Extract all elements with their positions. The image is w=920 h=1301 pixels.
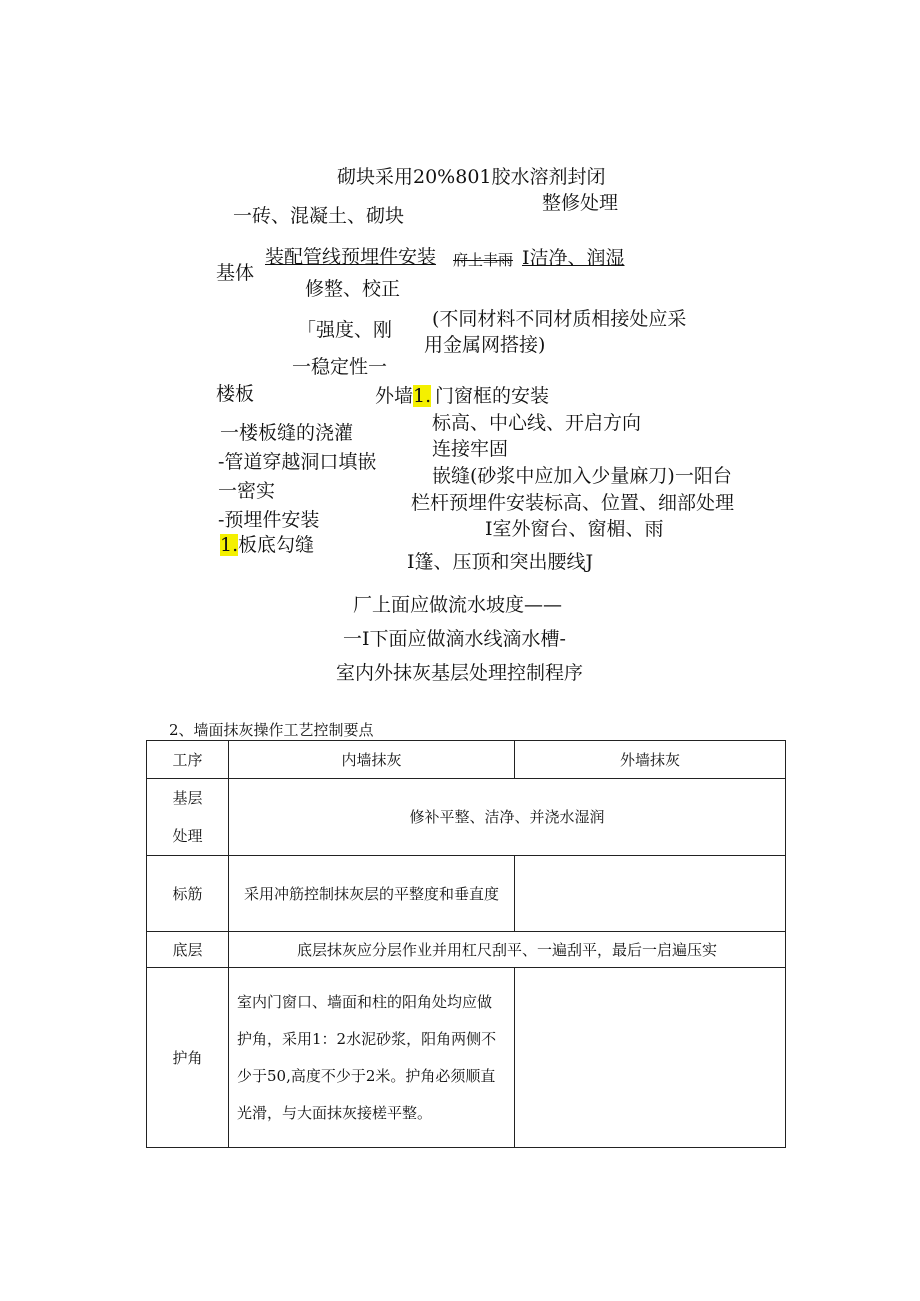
diagram-line: 府上丰雨	[453, 251, 514, 269]
diagram-line: 整修处理	[542, 192, 619, 214]
diagram-line: 一砖、混凝土、砌块	[233, 205, 405, 227]
diagram-line: 厂上面应做流水坡度——	[353, 594, 563, 616]
diagram-line: 外墙	[375, 385, 414, 407]
diagram-line: I室外窗台、窗楣、雨	[485, 518, 664, 540]
diagram-line: 门窗框的安装	[435, 385, 550, 407]
table-cell-step: 护角	[147, 968, 229, 1148]
diagram-line: 装配管线预埋件安装	[265, 246, 437, 268]
diagram-line: 基体	[216, 262, 255, 284]
diagram-line: 嵌缝(砂浆中应加入少量麻刀)一阳台	[432, 465, 732, 487]
diagram-line: 1.	[220, 534, 239, 556]
diagram-line: -预埋件安装	[218, 509, 320, 531]
table-header: 工序	[147, 741, 229, 779]
diagram-line: 修整、校正	[305, 278, 401, 300]
diagram-line: 用金属网搭接)	[424, 334, 546, 356]
diagram-line: 一稳定性一	[292, 356, 388, 378]
diagram-line: (不同材料不同材质相接处应采	[432, 308, 687, 330]
table-cell-outer	[515, 856, 786, 932]
diagram-line: 楼板	[216, 383, 255, 405]
diagram-line: 标高、中心线、开启方向	[432, 412, 642, 434]
diagram-line: 一I下面应做滴水线滴水槽-	[343, 628, 566, 650]
table-row	[147, 856, 786, 932]
diagram-line: 一密实	[218, 480, 276, 502]
table-row	[147, 932, 786, 968]
diagram-line: I洁净、润湿	[522, 247, 625, 269]
table-cell-step: 标筋	[147, 856, 229, 932]
process-table	[146, 740, 786, 1148]
table-caption: 2、墙面抹灰操作工艺控制要点	[169, 721, 374, 739]
table-header: 内墙抹灰	[229, 741, 515, 779]
diagram-line: 1.	[413, 385, 432, 407]
table-cell-inner: 采用冲筋控制抹灰层的平整度和垂直度	[229, 856, 515, 932]
diagram-line: 板底勾缝	[238, 534, 315, 556]
table-cell-merged: 修补平整、洁净、并浇水湿润	[229, 779, 786, 856]
diagram-line: 砌块采用20%801胶水溶剂封闭	[337, 166, 606, 188]
table-header: 外墙抹灰	[515, 741, 786, 779]
diagram-line: I篷、压顶和突出腰线J	[407, 551, 594, 573]
table-cell-merged: 底层抹灰应分层作业并用杠尺刮平、一遍刮平，最后一启遍压实	[229, 932, 786, 968]
table-cell-step: 基层处理	[147, 779, 229, 856]
diagram-title: 室内外抹灰基层处理控制程序	[336, 662, 584, 684]
table-cell-step: 底层	[147, 932, 229, 968]
table-header-row	[147, 741, 786, 779]
table-row	[147, 779, 786, 856]
diagram-line: -管道穿越洞口填嵌	[218, 451, 377, 473]
diagram-line: 连接牢固	[432, 438, 509, 460]
table-cell-outer	[515, 968, 786, 1148]
diagram-line: 栏杆预埋件安装标高、位置、细部处理	[411, 492, 735, 514]
table-row	[147, 968, 786, 1148]
diagram-line: 一楼板缝的浇灌	[220, 422, 354, 444]
table-cell-inner: 室内门窗口、墙面和柱的阳角处均应做护角，采用1：2水泥砂浆，阳角两侧不少于50,高度不少于2米。护角必须顺直光滑，与大面抹灰接槎平整。	[229, 968, 515, 1148]
diagram-line: 「强度、刚	[297, 319, 393, 341]
